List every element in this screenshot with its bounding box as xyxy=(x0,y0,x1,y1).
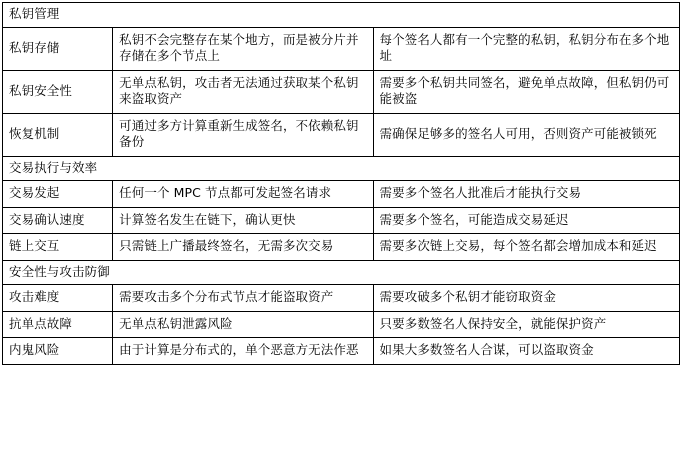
multisig-cell: 只要多数签名人保持安全，就能保护资产 xyxy=(373,311,679,338)
table-row xyxy=(3,285,680,312)
multisig-cell: 需要多次链上交易，每个签名都会增加成本和延迟 xyxy=(373,234,679,261)
feature-label: 交易发起 xyxy=(3,181,113,208)
feature-label: 内鬼风险 xyxy=(3,338,113,365)
section-title xyxy=(3,3,680,28)
multisig-cell: 需要多个签名人批准后才能执行交易 xyxy=(373,181,679,208)
comparison-table-page xyxy=(0,2,680,455)
multisig-cell: 每个签名人都有一个完整的私钥，私钥分布在多个地址 xyxy=(373,27,679,70)
table-row xyxy=(3,311,680,338)
section-title-text: 交易执行与效率 xyxy=(9,159,98,175)
section-header-row xyxy=(3,260,680,285)
mpc-cell: 无单点私钥泄露风险 xyxy=(113,311,373,338)
feature-label: 私钥安全性 xyxy=(3,70,113,113)
table-row xyxy=(3,234,680,261)
feature-label: 交易确认速度 xyxy=(3,207,113,234)
section-header-row xyxy=(3,3,680,28)
multisig-cell: 如果大多数签名人合谋，可以盗取资金 xyxy=(373,338,679,365)
table-row xyxy=(3,181,680,208)
mpc-cell: 私钥不会完整存在某个地方，而是被分片并存储在多个节点上 xyxy=(113,27,373,70)
feature-label: 链上交互 xyxy=(3,234,113,261)
mpc-cell: 只需链上广播最终签名，无需多次交易 xyxy=(113,234,373,261)
table-row xyxy=(3,338,680,365)
feature-label: 恢复机制 xyxy=(3,113,113,156)
section-header-row xyxy=(3,156,680,181)
section-title xyxy=(3,156,680,181)
table-row xyxy=(3,207,680,234)
feature-label: 攻击难度 xyxy=(3,285,113,312)
mpc-cell: 计算签名发生在链下，确认更快 xyxy=(113,207,373,234)
table-row xyxy=(3,113,680,156)
comparison-table xyxy=(2,2,680,365)
mpc-cell: 需要攻击多个分布式节点才能盗取资产 xyxy=(113,285,373,312)
feature-label: 抗单点故障 xyxy=(3,311,113,338)
feature-label: 私钥存储 xyxy=(3,27,113,70)
table-body xyxy=(3,3,680,365)
multisig-cell: 需要攻破多个私钥才能窃取资金 xyxy=(373,285,679,312)
section-title-text: 私钥管理 xyxy=(9,6,60,21)
section-title xyxy=(3,260,680,285)
mpc-cell: 任何一个 MPC 节点都可发起签名请求 xyxy=(113,181,373,208)
mpc-cell: 可通过多方计算重新生成签名，不依赖私钥备份 xyxy=(113,113,373,156)
mpc-cell: 由于计算是分布式的，单个恶意方无法作恶 xyxy=(113,338,373,365)
section-title-text: 安全性与攻击防御 xyxy=(9,263,110,279)
multisig-cell: 需要多个签名，可能造成交易延迟 xyxy=(373,207,679,234)
table-row xyxy=(3,70,680,113)
mpc-cell: 无单点私钥，攻击者无法通过获取某个私钥来盗取资产 xyxy=(113,70,373,113)
multisig-cell: 需确保足够多的签名人可用，否则资产可能被锁死 xyxy=(373,113,679,156)
table-row xyxy=(3,27,680,70)
multisig-cell: 需要多个私钥共同签名，避免单点故障，但私钥仍可能被盗 xyxy=(373,70,679,113)
